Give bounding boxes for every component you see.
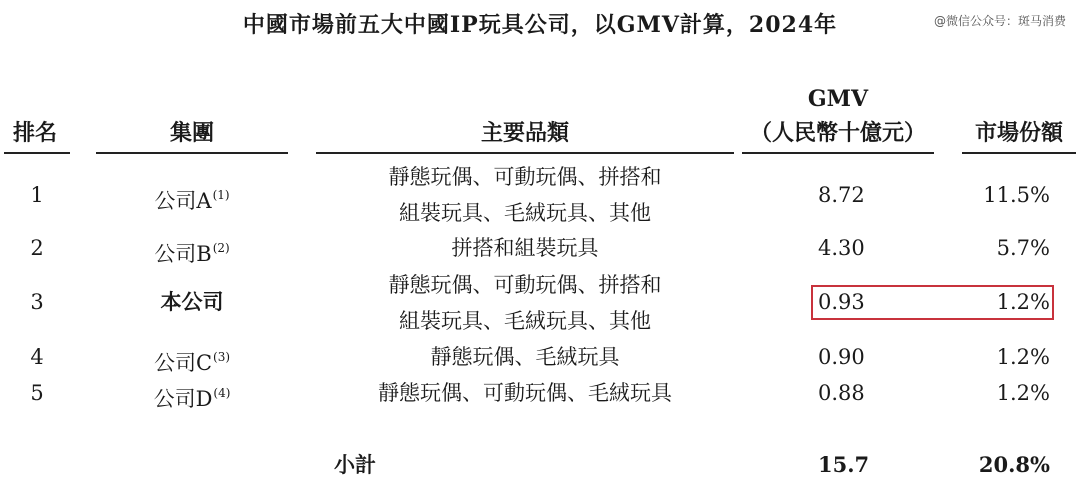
row4-gmv: 0.90 <box>818 345 865 369</box>
row5-gmv: 0.88 <box>818 381 865 405</box>
header-rank: 排名 <box>12 120 57 146</box>
header-rule-gmv <box>742 152 934 154</box>
row3-share: 1.2% <box>996 290 1050 314</box>
header-gmv-line2: （人民幣十億元） <box>749 120 926 146</box>
row2-gmv: 4.30 <box>818 236 865 260</box>
header-gmv-line1: GMV <box>807 86 869 112</box>
row2-category: 拼搭和組裝玩具 <box>451 236 599 260</box>
row1-category-line1: 靜態玩偶、可動玩偶、拼搭和 <box>388 165 662 189</box>
header-share: 市場份額 <box>974 120 1063 146</box>
subtotal-label: 小計 <box>334 452 376 477</box>
row2-share: 5.7% <box>996 236 1050 260</box>
subtotal-gmv: 15.7 <box>818 452 870 477</box>
row5-share: 1.2% <box>996 381 1050 405</box>
subtotal-share: 20.8% <box>978 452 1050 477</box>
row2-footnote: (2) <box>212 241 230 255</box>
watermark: @微信公众号：斑马消费 <box>933 14 1066 28</box>
row3-company: 本公司 <box>160 289 224 314</box>
highlight-box <box>811 285 1054 320</box>
row4-share: 1.2% <box>996 345 1050 369</box>
row5-company-name: 公司D <box>153 387 213 411</box>
row1-rank: 1 <box>30 183 44 207</box>
row4-footnote: (3) <box>213 350 231 364</box>
row3-category-line2: 組裝玩具、毛絨玩具、其他 <box>399 309 651 333</box>
row4-company-name: 公司C <box>153 351 213 375</box>
row4-category: 靜態玩偶、毛絨玩具 <box>430 345 620 369</box>
row4-rank: 4 <box>30 345 44 369</box>
row3-category-line1: 靜態玩偶、可動玩偶、拼搭和 <box>388 273 662 297</box>
header-rule-category <box>316 152 734 154</box>
row1-company <box>96 178 288 218</box>
header-rule-rank <box>4 152 70 154</box>
row4-company <box>96 340 288 380</box>
row2-company-name: 公司B <box>154 242 212 266</box>
row5-rank: 5 <box>30 381 44 405</box>
row2-company <box>96 231 288 271</box>
row5-company <box>96 376 288 416</box>
row1-gmv: 8.72 <box>818 183 865 207</box>
header-rule-group <box>96 152 288 154</box>
row2-rank: 2 <box>30 236 44 260</box>
row5-category: 靜態玩偶、可動玩偶、毛絨玩具 <box>378 381 672 405</box>
header-category: 主要品類 <box>480 120 569 146</box>
header-rule-share <box>962 152 1076 154</box>
row1-category-line2: 組裝玩具、毛絨玩具、其他 <box>399 201 651 225</box>
row1-company-name: 公司A <box>154 189 212 213</box>
row1-share: 11.5% <box>983 183 1050 207</box>
row5-footnote: (4) <box>213 386 231 400</box>
table-title: 中國市場前五大中國IP玩具公司，以GMV計算，2024年 <box>242 12 838 38</box>
row3-rank: 3 <box>30 290 44 314</box>
row1-footnote: (1) <box>212 188 230 202</box>
header-group: 集團 <box>169 120 214 146</box>
row3-gmv: 0.93 <box>818 290 865 314</box>
